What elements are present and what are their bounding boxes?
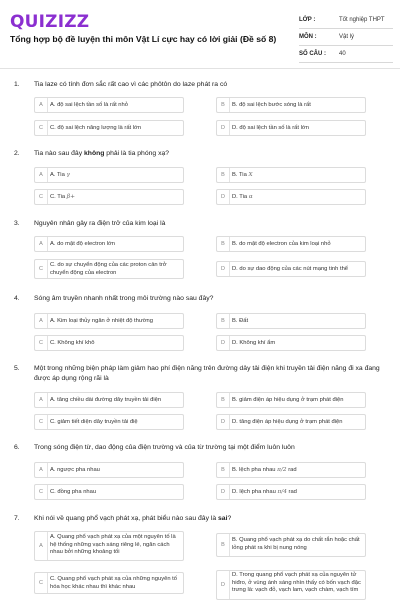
meta-row-subject <box>299 29 393 46</box>
option-text: A. Kim loại thủy ngân ở nhiệt độ thường <box>50 318 154 324</box>
option-text: B. Quang phổ vạch phát xạ do chất rắn hoặc chất lỏng phát ra khi bị nung nóng <box>232 537 360 551</box>
option-text: C. Tia β+ <box>50 194 75 200</box>
meta-table <box>299 12 393 63</box>
option-text: A. độ sai lệch tần số là rất nhỏ <box>50 102 128 108</box>
option-text: A. ngược pha nhau <box>50 467 100 473</box>
question-number: 2. <box>14 150 20 157</box>
question-number: 3. <box>14 220 20 227</box>
option-text: D. Tia α <box>232 194 253 200</box>
question-text: Nguyên nhân gây ra điện trở của kim loại là <box>34 220 166 227</box>
question-number: 5. <box>14 365 20 372</box>
option-letter: A <box>35 98 48 112</box>
option-letter: B <box>217 237 230 251</box>
option-text: B. Tia X <box>232 172 253 178</box>
option-letter: C <box>35 573 48 593</box>
option-text: A. Quang phổ vạch phát xạ của một nguyên tố là hệ thống những vạch sáng riêng lẻ, ngăn cách nhau bởi những khoảng tối <box>50 534 176 555</box>
question-number: 7. <box>14 515 20 522</box>
option-text: B. giảm điện áp hiệu dụng ở trạm phát điện <box>232 397 344 403</box>
option-text: D. độ sai lệch tần số là rất lớn <box>232 125 309 131</box>
option-letter: C <box>35 190 48 204</box>
option-text: C. đồng pha nhau <box>50 489 97 495</box>
question-text: Một trong những biện pháp làm giảm hao phí điện năng trên đường dây tải điện khi truyền tải điện năng đi xa đang được áp dụng rộng rãi là <box>34 365 380 382</box>
document-title: Tổng hợp bộ đề luyện thi môn Vật Lí cực hay có lời giải (Đề số 8) <box>10 34 277 44</box>
option-text: D. Trong quang phổ vạch phát xạ của nguyên tử hiđro, ở vùng ánh sáng nhìn thấy có bốn vạch đặc trưng là: vạch đỏ, vạch lam, vạch chàm, vạch tím <box>232 572 361 593</box>
option-text: B. Đất <box>232 318 249 324</box>
option-text: A. Tia γ <box>50 172 70 178</box>
option-letter: A <box>35 168 48 182</box>
meta-value: Vật lý <box>339 34 355 40</box>
option-text: A. tăng chiều dài đường dây truyền tải điện <box>50 397 162 403</box>
meta-key: SỐ CÂU : <box>299 51 326 57</box>
option-text: A. do mật độ electron lớn <box>50 241 116 247</box>
question-number: 6. <box>14 444 20 451</box>
option-letter: D <box>217 336 230 350</box>
question-text: Tia laze có tính đơn sắc rất cao vì các phôtôn do laze phát ra có <box>34 81 228 88</box>
option-letter: C <box>35 485 48 499</box>
question-text: Khi nói về quang phổ vạch phát xạ, phát biểu nào sau đây là sai? <box>34 515 232 522</box>
option-letter: B <box>217 393 230 407</box>
option-text: D. lệch pha nhau π/4 rad <box>232 489 297 495</box>
question-number: 4. <box>14 295 20 302</box>
worksheet-header <box>0 0 400 69</box>
question-text: Trong sóng điện từ, dao động của điện trường và của từ trường tại một điểm luôn luôn <box>34 444 295 451</box>
option-letter: B <box>217 534 230 556</box>
option-letter: A <box>35 532 48 560</box>
question-number: 1. <box>14 81 20 88</box>
option-text: D. do sự dao động của các nút mạng tinh thể <box>232 266 349 272</box>
option-letter: D <box>217 262 230 276</box>
option-letter: A <box>35 393 48 407</box>
option-text: C. độ sai lệch năng lượng là rất lớn <box>50 125 142 131</box>
option-text: B. lệch pha nhau π/2 rad <box>232 467 297 473</box>
option-text: D. tăng điện áp hiệu dụng ở trạm phát điện <box>232 419 343 425</box>
meta-value: Tốt nghiệp THPT <box>339 17 385 23</box>
option-letter: D <box>217 485 230 499</box>
meta-row-count <box>299 46 393 63</box>
option-text: B. độ sai lệch bước sóng là rất <box>232 102 311 108</box>
option-letter: A <box>35 463 48 477</box>
option-letter: C <box>35 121 48 135</box>
option-text: D. Không khí ẩm <box>232 340 276 346</box>
option-letter: D <box>217 415 230 429</box>
option-letter: B <box>217 168 230 182</box>
option-letter: A <box>35 314 48 328</box>
option-text: C. giảm tiết diện dây truyền tải điệ <box>50 419 138 425</box>
meta-key: MÔN : <box>299 34 317 40</box>
meta-value: 40 <box>339 51 346 57</box>
option-text: C. do sự chuyển động của các proton cản trở chuyển động của electron <box>50 262 167 276</box>
option-letter: C <box>35 260 48 278</box>
meta-row-class <box>299 12 393 29</box>
option-letter: A <box>35 237 48 251</box>
question-text: Tia nào sau đây không phải là tia phóng xạ? <box>34 150 170 157</box>
option-letter: D <box>217 121 230 135</box>
quizizz-logo: QUIZIZZ <box>10 12 90 32</box>
option-text: C. Không khí khô <box>50 340 95 346</box>
option-letter: B <box>217 463 230 477</box>
option-text: C. Quang phổ vạch phát xạ của những nguyên tố hóa học khác nhau thì khác nhau <box>50 576 177 590</box>
question-text: Sóng âm truyền nhanh nhất trong môi trường nào sau đây? <box>34 295 214 302</box>
option-letter: D <box>217 571 230 599</box>
meta-key: LỚP : <box>299 17 316 23</box>
option-letter: D <box>217 190 230 204</box>
option-letter: C <box>35 336 48 350</box>
option-letter: C <box>35 415 48 429</box>
option-text: B. do mật độ electron của kim loại nhỏ <box>232 241 331 247</box>
option-letter: B <box>217 98 230 112</box>
option-letter: B <box>217 314 230 328</box>
